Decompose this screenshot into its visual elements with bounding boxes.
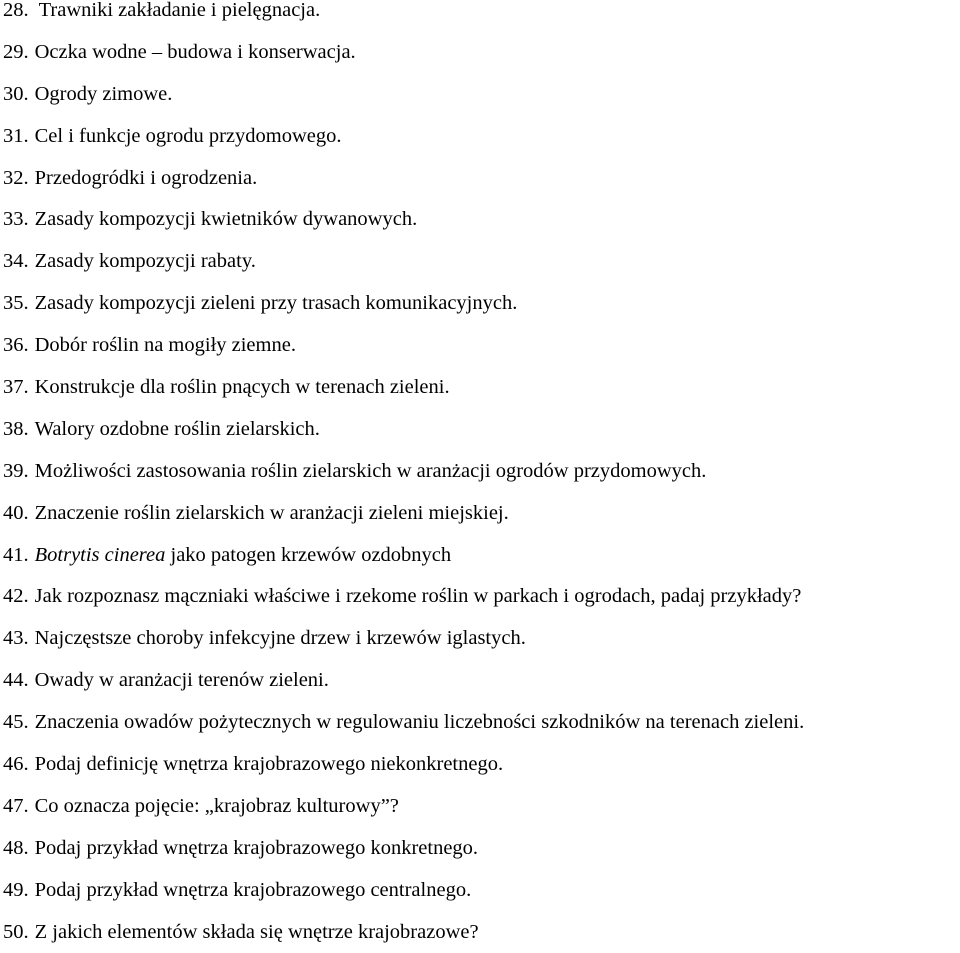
item-text: Podaj przykład wnętrza krajobrazowego centralnego. xyxy=(34,878,472,901)
list-item xyxy=(3,828,958,870)
list-item xyxy=(3,0,958,32)
item-text: Owady w aranżacji terenów zieleni. xyxy=(34,669,329,692)
item-number: 43. xyxy=(3,627,29,650)
list-item xyxy=(3,116,958,158)
list-item xyxy=(3,199,958,241)
list-item xyxy=(3,409,958,451)
item-number: 31. xyxy=(3,124,29,147)
list-item xyxy=(3,325,958,367)
list-item xyxy=(3,367,958,409)
item-number: 41. xyxy=(3,543,29,566)
item-number: 46. xyxy=(3,753,29,776)
list-item xyxy=(3,870,958,912)
list-item xyxy=(3,158,958,200)
item-text: Znaczenia owadów pożytecznych w regulowaniu liczebności szkodników na terenach zieleni. xyxy=(34,711,805,734)
item-number: 44. xyxy=(3,669,29,692)
list-item xyxy=(3,786,958,828)
item-text: Cel i funkcje ogrodu przydomowego. xyxy=(34,124,342,147)
list-item xyxy=(3,535,958,577)
item-text: Ogrody zimowe. xyxy=(34,82,173,105)
item-text: Znaczenie roślin zielarskich w aranżacji zieleni miejskiej. xyxy=(34,501,509,524)
item-number: 49. xyxy=(3,878,29,901)
list-item xyxy=(3,451,958,493)
item-number: 40. xyxy=(3,501,29,524)
item-text: jako patogen krzewów ozdobnych xyxy=(165,543,452,566)
item-number: 33. xyxy=(3,208,29,231)
list-item xyxy=(3,702,958,744)
list-item xyxy=(3,74,958,116)
list-item xyxy=(3,283,958,325)
item-text: Co oznacza pojęcie: „krajobraz kulturowy”? xyxy=(34,794,399,817)
item-number: 47. xyxy=(3,794,29,817)
list-item xyxy=(3,660,958,702)
list-item xyxy=(3,912,958,953)
list-item xyxy=(3,576,958,618)
item-text: Zasady kompozycji kwietników dywanowych. xyxy=(34,208,418,231)
item-number: 34. xyxy=(3,250,29,273)
question-list xyxy=(3,0,958,953)
item-text: Najczęstsze choroby infekcyjne drzew i krzewów iglastych. xyxy=(34,627,526,650)
item-text: Trawniki zakładanie i pielęgnacja. xyxy=(38,0,321,21)
item-text: Walory ozdobne roślin zielarskich. xyxy=(34,417,320,440)
item-number: 28. xyxy=(3,0,29,21)
item-text: Podaj przykład wnętrza krajobrazowego konkretnego. xyxy=(34,836,479,859)
item-number: 45. xyxy=(3,711,29,734)
item-number: 36. xyxy=(3,334,29,357)
item-text: Przedogródki i ogrodzenia. xyxy=(34,166,258,189)
list-item xyxy=(3,241,958,283)
item-number: 48. xyxy=(3,836,29,859)
item-text: Konstrukcje dla roślin pnących w terenach zieleni. xyxy=(34,376,450,399)
item-number: 39. xyxy=(3,459,29,482)
list-item xyxy=(3,32,958,74)
item-text: Oczka wodne – budowa i konserwacja. xyxy=(34,40,356,63)
list-item xyxy=(3,618,958,660)
item-text: Zasady kompozycji rabaty. xyxy=(34,250,256,273)
item-text: Dobór roślin na mogiły ziemne. xyxy=(34,334,296,357)
item-number: 50. xyxy=(3,920,29,943)
item-number: 35. xyxy=(3,292,29,315)
item-number: 29. xyxy=(3,40,29,63)
item-text: Zasady kompozycji zieleni przy trasach komunikacyjnych. xyxy=(34,292,518,315)
item-text: Możliwości zastosowania roślin zielarskich w aranżacji ogrodów przydomowych. xyxy=(34,459,707,482)
item-text: Z jakich elementów składa się wnętrze krajobrazowe? xyxy=(34,920,479,943)
item-italic-term: Botrytis cinerea xyxy=(34,543,166,566)
list-item xyxy=(3,744,958,786)
item-number: 32. xyxy=(3,166,29,189)
item-number: 38. xyxy=(3,417,29,440)
item-number: 42. xyxy=(3,585,29,608)
item-text: Jak rozpoznasz mączniaki właściwe i rzekome roślin w parkach i ogrodach, padaj przykłady? xyxy=(34,585,802,608)
item-text: Podaj definicję wnętrza krajobrazowego niekonkretnego. xyxy=(34,753,504,776)
list-item xyxy=(3,493,958,535)
item-number: 30. xyxy=(3,82,29,105)
item-number: 37. xyxy=(3,376,29,399)
